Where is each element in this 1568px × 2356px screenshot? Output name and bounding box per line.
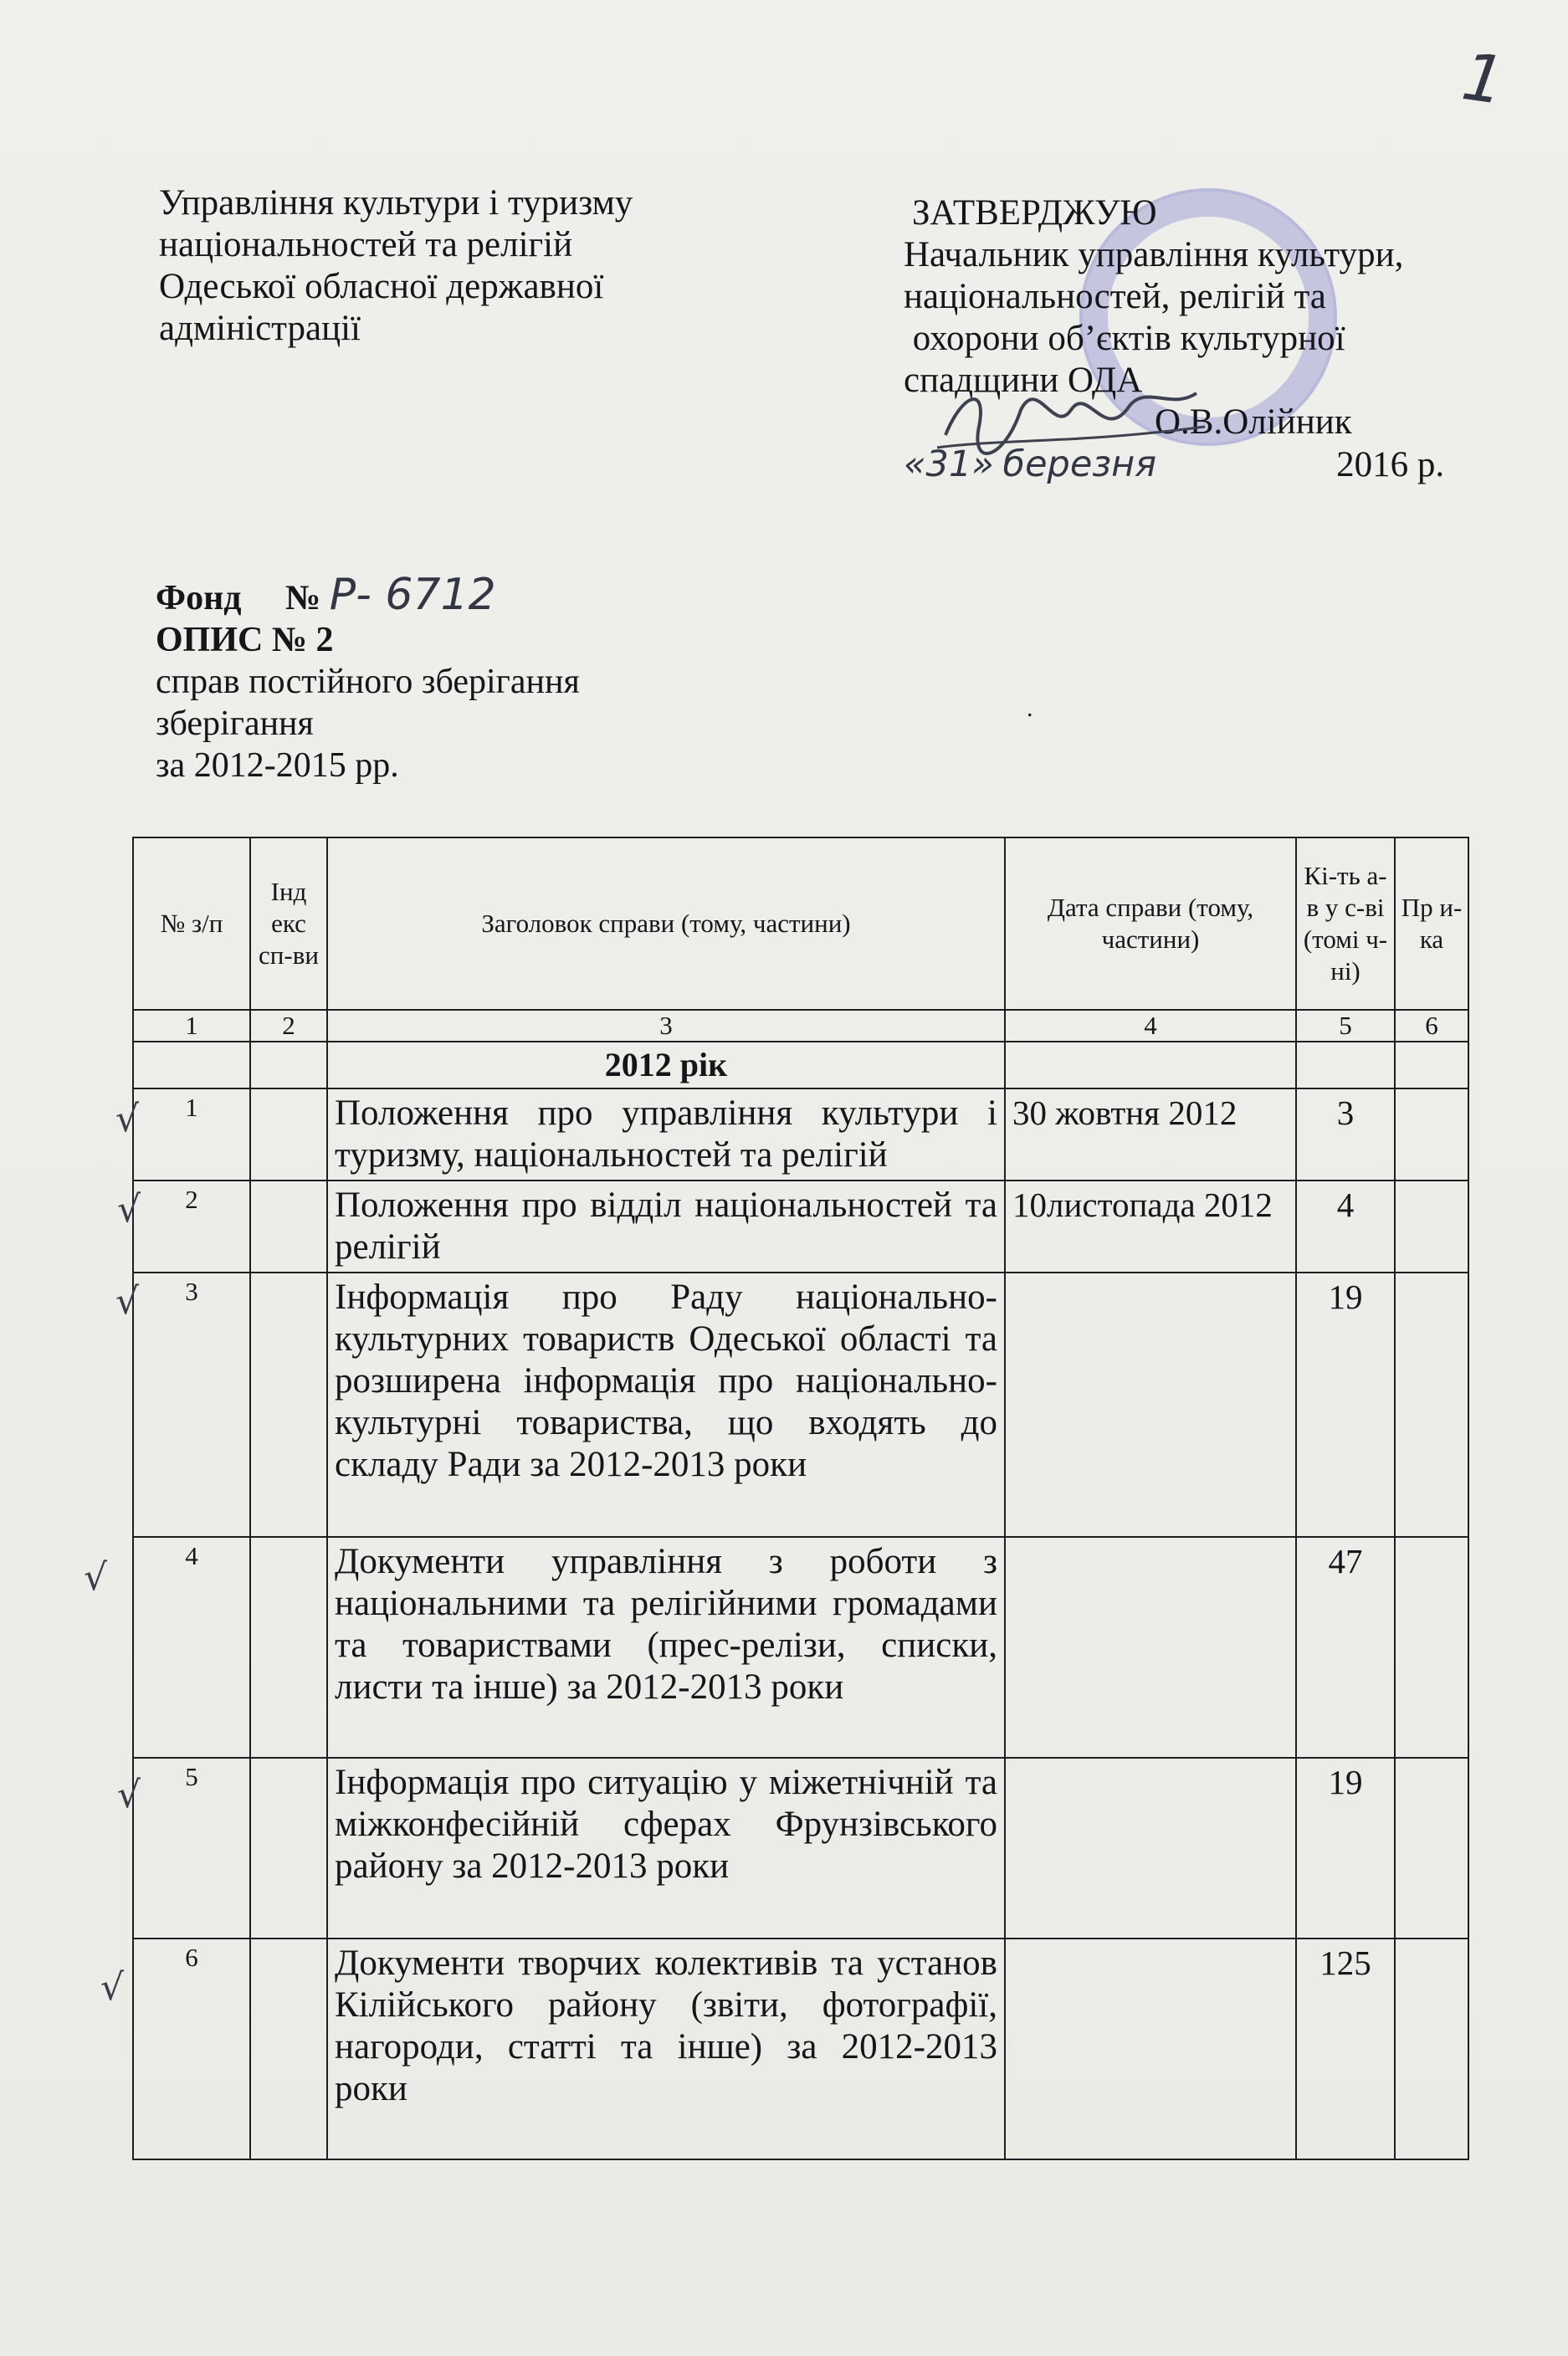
row-index [250, 1758, 327, 1939]
approval-title: ЗАТВЕРДЖУЮ [912, 193, 1157, 233]
table-row [133, 1537, 1468, 1758]
year-section-label: 2012 рік [327, 1042, 1005, 1088]
row-count: 19 [1296, 1758, 1395, 1939]
organization-line: національностей та релігій [159, 225, 573, 264]
check-mark: √ [115, 1098, 140, 1140]
row-count: 125 [1296, 1939, 1395, 2159]
inventory-description: справ постійного зберігання [156, 663, 580, 701]
row-number: 1 [133, 1088, 250, 1181]
row-count: 47 [1296, 1537, 1395, 1758]
row-title: Інформація про ситуацію у міжетнічній та міжконфесійній сферах Фрунзівського району за 2012-2013 роки [327, 1758, 1005, 1939]
row-index [250, 1273, 327, 1537]
organization-block [159, 182, 633, 350]
row-index [250, 1537, 327, 1758]
row-note [1395, 1939, 1468, 2159]
header-number: № з/п [133, 837, 250, 1010]
row-number: 3 [133, 1273, 250, 1537]
row-index [250, 1939, 327, 2159]
row-number: 4 [133, 1537, 250, 1758]
table-row [133, 1939, 1468, 2159]
approval-date-day: «31» [904, 443, 994, 485]
row-count: 4 [1296, 1181, 1395, 1273]
row-count: 3 [1296, 1088, 1395, 1181]
row-title: Інформація про Раду національно-культурних товариств Одеської області та розширена інформація про національно-культурні товариства, що входять до складу Ради за 2012-2013 роки [327, 1273, 1005, 1537]
column-number: 4 [1005, 1010, 1296, 1042]
column-number: 5 [1296, 1010, 1395, 1042]
header-index: Інд екс сп-ви [250, 837, 327, 1010]
organization-line: Управління культури і туризму [159, 183, 633, 223]
signatory-name: О.В.Олійник [1155, 402, 1352, 442]
row-note [1395, 1181, 1468, 1273]
approval-date-month: березня [1002, 443, 1157, 485]
check-mark: √ [115, 1280, 140, 1323]
year-section-row [133, 1042, 1468, 1088]
row-note [1395, 1537, 1468, 1758]
table-row [133, 1273, 1468, 1537]
inventory-description: зберігання [156, 704, 314, 743]
fond-number-sign: № [285, 579, 321, 617]
row-note [1395, 1088, 1468, 1181]
row-date [1005, 1758, 1296, 1939]
inventory-table [132, 837, 1469, 2160]
row-count: 19 [1296, 1273, 1395, 1537]
column-number: 3 [327, 1010, 1005, 1042]
check-mark: √ [117, 1774, 141, 1816]
row-title: Положення про управління культури і туризму, національностей та релігій [327, 1088, 1005, 1181]
column-numbers-row [133, 1010, 1468, 1042]
row-date [1005, 1939, 1296, 2159]
row-date: 10листопада 2012 [1005, 1181, 1296, 1273]
column-number: 1 [133, 1010, 250, 1042]
fond-label: Фонд [156, 579, 242, 617]
approval-date-year: 2016 р. [1336, 445, 1445, 484]
signature [929, 360, 1213, 485]
header-count: Кі-ть а-в у с-ві (томі ч-ні) [1296, 837, 1395, 1010]
row-number: 6 [133, 1939, 250, 2159]
fond-number: Р- 6712 [329, 570, 496, 620]
organization-line: адміністрації [159, 309, 361, 348]
row-number: 5 [133, 1758, 250, 1939]
organization-line: Одеської обласної державної [159, 267, 604, 306]
row-title: Положення про відділ національностей та релігій [327, 1181, 1005, 1273]
header-note: Пр и-ка [1395, 837, 1468, 1010]
check-mark: √ [84, 1556, 108, 1599]
row-title: Документи творчих колективів та установ Кілійського району (звіти, фотографії, нагороди, статті та інше) за 2012-2013 роки [327, 1939, 1005, 2159]
row-note [1395, 1758, 1468, 1939]
column-number: 6 [1395, 1010, 1468, 1042]
row-number: 2 [133, 1181, 250, 1273]
row-date: 30 жовтня 2012 [1005, 1088, 1296, 1181]
opys-label: ОПИС № 2 [156, 621, 334, 659]
stray-mark: . [1027, 694, 1033, 722]
approval-position-line: національностей, релігій та [904, 277, 1326, 316]
row-note [1395, 1273, 1468, 1537]
header-title: Заголовок справи (тому, частини) [327, 837, 1005, 1010]
column-number: 2 [250, 1010, 327, 1042]
table-row [133, 1181, 1468, 1273]
approval-position-line: охорони об’єктів культурної [904, 319, 1345, 358]
page-number: 1 [1457, 38, 1509, 120]
header-date: Дата справи (тому, частини) [1005, 837, 1296, 1010]
row-title: Документи управління з роботи з національними та релігійними громадами та товариствами (прес-релізи, списки, листи та інше) за 2012-2013 роки [327, 1537, 1005, 1758]
row-index [250, 1088, 327, 1181]
inventory-period: за 2012-2015 рр. [156, 746, 399, 785]
inventory-block [156, 570, 580, 786]
check-mark: √ [100, 1966, 125, 2009]
approval-position-line: спадщини ОДА [904, 361, 1143, 400]
table-row [133, 1088, 1468, 1181]
check-mark: √ [117, 1188, 141, 1231]
table-header-row [133, 837, 1468, 1010]
approval-position-line: Начальник управління культури, [904, 235, 1404, 274]
row-index [250, 1181, 327, 1273]
table-row [133, 1758, 1468, 1939]
row-date [1005, 1273, 1296, 1537]
row-date [1005, 1537, 1296, 1758]
